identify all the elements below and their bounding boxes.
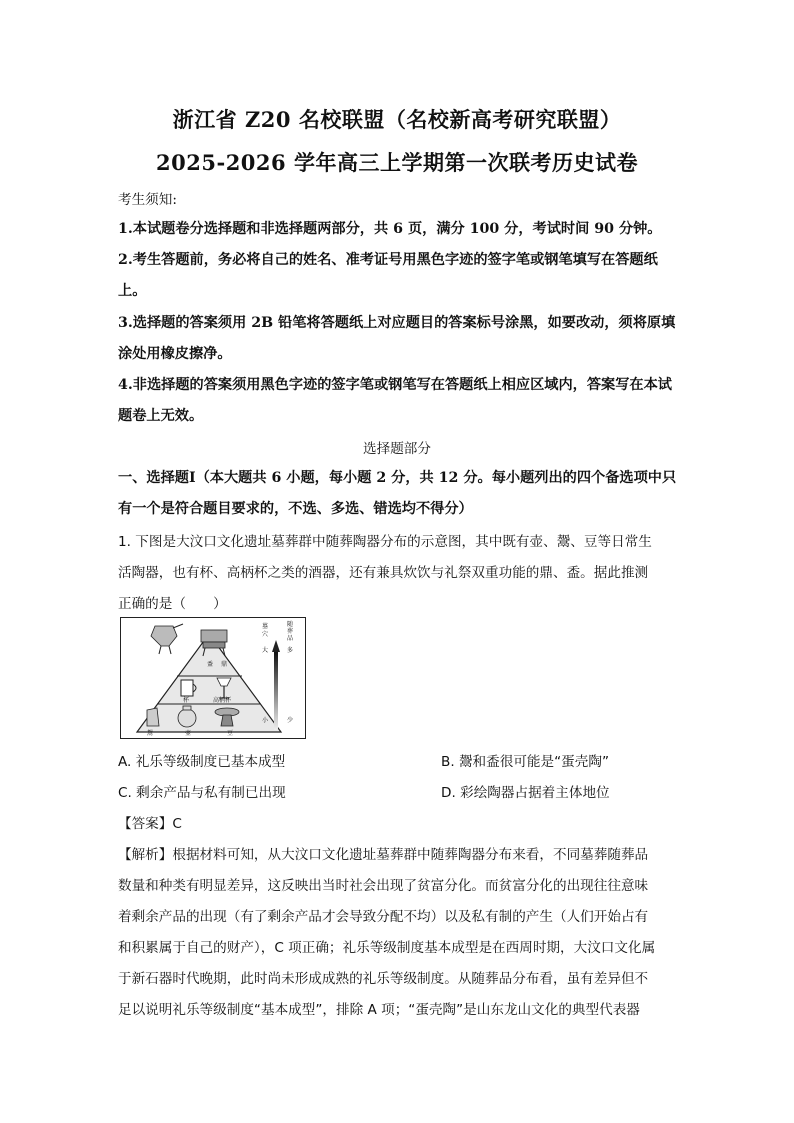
notice-item-3-cont: 涂处用橡皮擦净。 <box>118 346 232 362</box>
notice-item-4: 4.非选择题的答案须用黑色字迹的签字笔或钢笔写在答题纸上相应区域内，答案写在本试 <box>118 377 672 393</box>
pyramid-shape <box>137 634 281 732</box>
gui-vessel-icon <box>147 708 159 726</box>
option-c: C. 剩余产品与私有制已出现 <box>118 785 286 801</box>
notice-item-2: 2.考生答题前，务必将自己的姓名、准考证号用黑色字迹的签字笔或钢笔填写在答题纸 <box>118 252 658 268</box>
exam-title-line1: 浙江省 Z20 名校联盟（名校新高考研究联盟） <box>172 107 622 132</box>
notice-item-1: 1.本试题卷分选择题和非选择题两部分，共 6 页，满分 100 分，考试时间 90 分钟。 <box>118 221 662 237</box>
label-ding: 鼎 <box>221 661 228 668</box>
notice-item-3: 3.选择题的答案须用 2B 铅笔将答题纸上对应题目的答案标号涂黑，如要改动，须将原填 <box>118 315 676 331</box>
question-stem-line1: 1. 下图是大汶口文化遗址墓葬群中随葬陶器分布的示意图，其中既有壶、鬶、豆等日常生 <box>118 534 652 550</box>
pyramid-diagram <box>121 618 305 738</box>
analysis-line2: 数量和种类有明显差异，这反映出当时社会出现了贫富分化。而贫富分化的出现往往意味 <box>118 878 649 894</box>
analysis-line5: 于新石器时代晚期，此时尚未形成成熟的礼乐等级制度。从随葬品分布看，虽有差异但不 <box>118 971 649 987</box>
option-d: D. 彩绘陶器占据着主体地位 <box>441 785 610 801</box>
answer-line: 【答案】C <box>118 816 182 832</box>
axis-gradient-bar <box>274 652 278 730</box>
label-tall-cup: 高柄杯 <box>213 697 232 704</box>
axis-label-sui: 随 <box>287 621 294 628</box>
axis-label-zang: 葬 <box>287 628 294 635</box>
label-cup: 杯 <box>183 697 190 704</box>
axis-label-big: 大 <box>262 647 269 654</box>
analysis-line4: 和积累属于自己的财产），C 项正确；礼乐等级制度基本成型是在西周时期，大汶口文化属 <box>118 940 656 956</box>
question-stem-line2: 活陶器，也有杯、高柄杯之类的酒器，还有兼具炊饮与礼祭双重功能的鼎、盉。据此推测 <box>118 565 649 581</box>
he-vessel-icon <box>151 624 183 654</box>
pottery-distribution-figure <box>120 617 306 739</box>
axis-label-mu: 墓 <box>262 623 269 630</box>
axis-label-pin: 品 <box>287 635 294 642</box>
part-instructions-line2: 有一个是符合题目要求的，不选、多选、错选均不得分） <box>118 501 473 517</box>
axis-label-xue: 穴 <box>262 631 269 638</box>
axis-arrow-icon <box>272 640 280 652</box>
axis-label-more: 多 <box>287 647 294 654</box>
exam-title-line2: 2025-2026 学年高三上学期第一次联考历史试卷 <box>156 150 638 175</box>
label-he: 盉 <box>207 661 214 668</box>
notice-heading: 考生须知: <box>118 192 177 208</box>
axis-label-small: 小 <box>262 717 269 724</box>
part-instructions-line1: 一、选择题Ⅰ（本大题共 6 小题，每小题 2 分，共 12 分。每小题列出的四个备选项中只 <box>118 470 677 486</box>
option-a: A. 礼乐等级制度已基本成型 <box>118 754 286 770</box>
label-pot: 壶 <box>185 730 192 737</box>
analysis-line1: 【解析】根据材料可知，从大汶口文化遗址墓葬群中随葬陶器分布来看，不同墓葬随葬品 <box>118 847 649 863</box>
notice-item-2-cont: 上。 <box>118 283 147 299</box>
label-dou: 豆 <box>227 730 234 737</box>
option-b: B. 鬶和盉很可能是“蛋壳陶” <box>441 754 609 770</box>
label-gui: 鬶 <box>147 730 154 737</box>
analysis-line3: 着剩余产品的出现（有了剩余产品才会导致分配不均）以及私有制的产生（人们开始占有 <box>118 909 649 925</box>
analysis-line6: 足以说明礼乐等级制度“基本成型”，排除 A 项；“蛋壳陶”是山东龙山文化的典型代表器 <box>118 1002 640 1018</box>
question-stem-line3: 正确的是（ ） <box>118 596 227 612</box>
notice-item-4-cont: 题卷上无效。 <box>118 408 204 424</box>
axis-label-less: 少 <box>287 717 294 724</box>
section-title: 选择题部分 <box>363 441 431 457</box>
